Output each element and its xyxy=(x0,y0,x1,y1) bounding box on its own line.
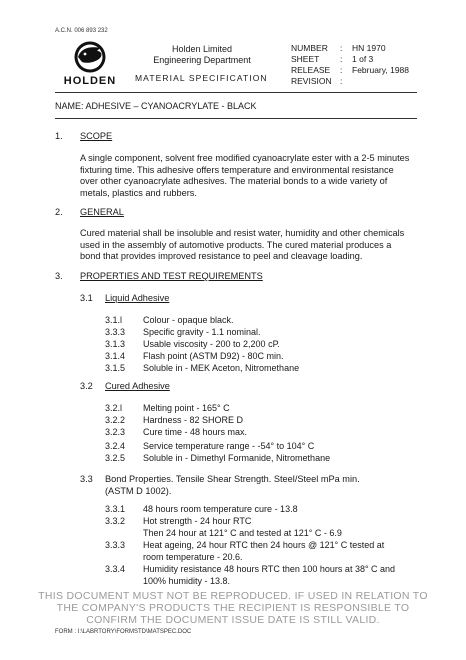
list-item-text: Melting point - 165° C xyxy=(143,403,230,413)
list-item-text: Heat ageing, 24 hour RTC then 24 hours @ 121° C tested at xyxy=(143,540,385,550)
list-item-text: Hardness - 82 SHORE D xyxy=(143,415,244,425)
list-item-number: 3.1.4 xyxy=(105,351,126,361)
meta-row-revision xyxy=(291,76,409,87)
list-item-number: 3.3.1 xyxy=(105,504,126,514)
disclaimer-line: THE COMPANY'S PRODUCTS THE RECIPIENT IS RESPONSIBLE TO xyxy=(56,602,410,614)
acn-number: A.C.N. 006 893 232 xyxy=(55,28,108,34)
list-item-text: Cure time - 48 hours max. xyxy=(143,427,248,437)
meta-key: REVISION xyxy=(291,76,332,86)
subsection-3-2-number: 3.2 xyxy=(80,381,93,391)
list-item-text: Soluble in - MEK Aceton, Nitromethane xyxy=(143,363,300,373)
list-item-text: Service temperature range - -54° to 104° C xyxy=(143,441,315,451)
meta-row-sheet xyxy=(291,54,409,65)
meta-row-release xyxy=(291,65,409,76)
list-item-text: 100% humidity - 13.8. xyxy=(143,576,231,586)
list-item-number: 3.2.l xyxy=(105,403,123,413)
list-item-text: Then 24 hour at 121° C and tested at 121° C - 6.9 xyxy=(143,528,342,538)
reproduction-disclaimer xyxy=(20,590,446,626)
holden-logo xyxy=(55,38,125,86)
list-item-text: Flash point (ASTM D92) - 80C min. xyxy=(143,351,284,361)
subsection-3-2-title: Cured Adhesive xyxy=(105,381,170,391)
list-item-number: 3.1.5 xyxy=(105,363,126,373)
section-2-title: GENERAL xyxy=(80,207,124,217)
subsection-3-3-standard: (ASTM D 1002). xyxy=(105,486,172,496)
meta-row-number xyxy=(291,43,409,54)
header-rule-bottom xyxy=(55,118,417,119)
list-item-text: room temperature - 20.6. xyxy=(143,552,243,562)
subsection-3-1-title: Liquid Adhesive xyxy=(105,293,170,303)
meta-key: SHEET xyxy=(291,54,320,64)
meta-colon: : xyxy=(340,65,343,75)
document-type: MATERIAL SPECIFICATION xyxy=(135,73,268,83)
list-item-text: Hot strength - 24 hour RTC xyxy=(143,516,252,526)
section-2-body: Cured material shall be insoluble and resist water, humidity and other chemicals used in the assembly of automotive products. The cured material produces a bond that provides improved resistance to peel and cleavage loading. xyxy=(80,228,405,261)
meta-colon: : xyxy=(340,54,343,64)
section-2-number: 2. xyxy=(55,207,63,217)
list-item-number: 3.3.2 xyxy=(105,516,126,526)
list-item-text: Colour - opaque black. xyxy=(143,315,234,325)
list-item-number: 3.2.2 xyxy=(105,415,126,425)
meta-key: NUMBER xyxy=(291,43,328,53)
company-block xyxy=(132,44,272,66)
list-item-text: Humidity resistance 48 hours RTC then 100 hours at 38° C and xyxy=(143,564,396,574)
department-name: Engineering Department xyxy=(153,55,251,65)
material-name: NAME: ADHESIVE – CYANOACRYLATE - BLACK xyxy=(55,101,257,111)
list-item-number: 3.2.4 xyxy=(105,441,126,451)
section-1-title: SCOPE xyxy=(80,131,113,141)
list-item-number: 3.1.3 xyxy=(105,339,126,349)
subsection-3-1-number: 3.1 xyxy=(80,293,93,303)
meta-value: February, 1988 xyxy=(352,65,410,75)
section-3-title: PROPERTIES AND TEST REQUIREMENTS xyxy=(80,271,263,281)
form-footer: FORM : I:\LABRTORY\FORMSTD\MATSPEC.DOC xyxy=(55,629,192,635)
document-meta xyxy=(291,43,409,87)
meta-colon: : xyxy=(340,43,343,53)
section-1-body: A single component, solvent free modified cyanoacrylate ester with a 2-5 minutes fixturing time. This adhesive offers temperature and environmental resistance over other cyanoacrylate adhesives. The material bonds to a wide variety of metals, plastics and rubbers. xyxy=(80,153,410,198)
meta-value: 1 of 3 xyxy=(352,54,374,64)
list-item-text: Specific gravity - 1.1 nominal. xyxy=(143,327,261,337)
list-item-text: 48 hours room temperature cure - 13.8 xyxy=(143,504,298,514)
meta-colon: : xyxy=(340,76,343,86)
list-item-number: 3.2.3 xyxy=(105,427,126,437)
meta-value: HN 1970 xyxy=(352,43,386,53)
list-item-text: Soluble in - Dimethyl Formanide, Nitromethane xyxy=(143,453,331,463)
disclaimer-line: CONFIRM THE DOCUMENT ISSUE DATE IS STILL VALID. xyxy=(86,614,380,626)
list-item-number: 3.2.5 xyxy=(105,453,126,463)
logo-wordmark: HOLDEN xyxy=(63,75,117,86)
meta-key: RELEASE xyxy=(291,65,331,75)
list-item-number: 3.3.3 xyxy=(105,540,126,550)
section-1-number: 1. xyxy=(55,131,63,141)
disclaimer-line: THIS DOCUMENT MUST NOT BE REPRODUCED. IF USED IN RELATION TO xyxy=(38,590,428,602)
list-item-number: 3.3.4 xyxy=(105,564,126,574)
list-item-text: Usable viscosity - 200 to 2,200 cP. xyxy=(143,339,280,349)
subsection-3-3-title: Bond Properties. Tensile Shear Strength. Steel/Steel mPa min. xyxy=(105,474,360,484)
company-name: Holden Limited xyxy=(171,44,233,54)
subsection-3-3-number: 3.3 xyxy=(80,474,93,484)
header-rule-top xyxy=(55,92,417,93)
section-3-number: 3. xyxy=(55,271,63,281)
list-item-number: 3.3.3 xyxy=(105,327,126,337)
list-item-number: 3.1.l xyxy=(105,315,123,325)
